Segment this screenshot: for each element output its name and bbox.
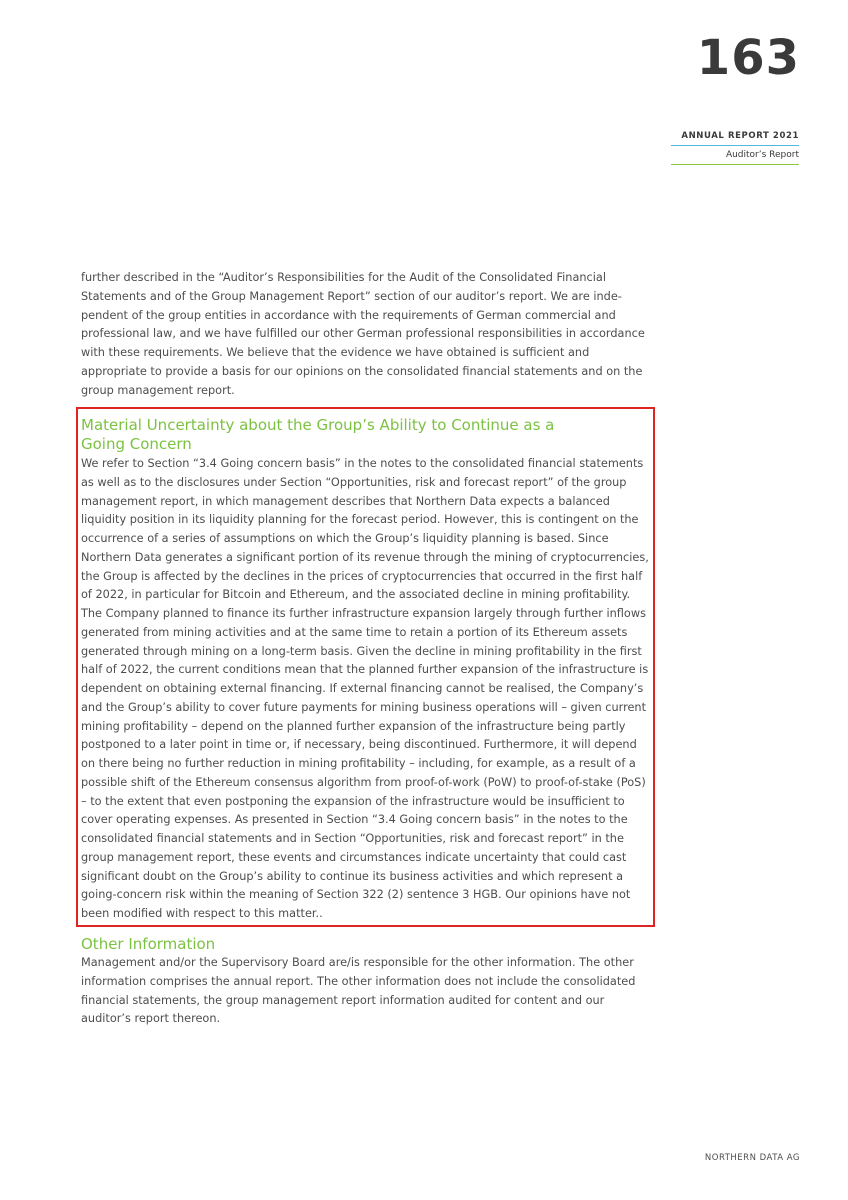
section-label: Auditor’s Report bbox=[725, 150, 799, 160]
other-information-heading: Other Information bbox=[81, 935, 216, 953]
intro-paragraph: further described in the “Auditor’s Responsibilities for the Audit of the Consolidated Financial Statements and of the Group Management Report” section of our auditor’s report. We are independent of the group entities in accordance with the requirements of German commercial and professional law, and we have fulfilled our other German professional responsibilities in accordance with these requirements. We believe that the evidence we have obtained is sufficient and appropriate to provide a basis for our opinions on the consolidated financial statements and on the group management report. bbox=[81, 271, 645, 397]
report-title: ANNUAL REPORT 2021 bbox=[681, 131, 799, 141]
footer-company-name: NORTHERN DATA AG bbox=[704, 1153, 800, 1163]
other-information-paragraph: Management and/or the Supervisory Board are/is responsible for the other information. The other information comprises the annual report. The other information does not include the consolidated financial statements, the group management report information audited for content and our auditor’s report thereon. bbox=[81, 956, 636, 1026]
material-uncertainty-heading: Material Uncertainty about the Group’s Ability to Continue as a Going Concern bbox=[81, 416, 555, 453]
report-header bbox=[671, 127, 799, 165]
material-uncertainty-paragraph: We refer to Section “3.4 Going concern basis” in the notes to the consolidated financial statements as well as to the disclosures under Section “Opportunities, risk and forecast report” of the group management report, in which management describes that Northern Data expects a balanced liquidity position in its liquidity planning for the forecast period. However, this is contingent on the occurrence of a series of assumptions on which the Group’s liquidity planning is based. Since Northern Data generates a significant portion of its revenue through the mining of cryptocurrencies, the Group is affected by the declines in the prices of cryptocurrencies that occurred in the first half of 2022, in particular for Bitcoin and Ethereum, and the associated decline in mining profitability. The Company planned to finance its further infrastructure expansion largely through further inflows generated from mining activities and at the same time to retain a portion of its Ethereum assets generated through mining on a long-term basis. Given the decline in mining profitability in the first half of 2022, the current conditions mean that the planned further expansion of the infrastructure is dependent on obtaining external financing. If external financing cannot be realised, the Company’s and the Group’s ability to cover future payments for mining business operations will – given current mining profitability – depend on the planned further expansion of the infrastructure being partly postponed to a later point in time or, if necessary, being discontinued. Furthermore, it will depend on there being no further reduction in mining profitability – including, for example, as a result of a possible shift of the Ethereum consensus algorithm from proof-of-work (PoW) to proof-of-stake (PoS) – to the extent that even postponing the expansion of the infrastructure would be insufficient to cover operating expenses. As presented in Section “3.4 Going concern basis” in the notes to the consolidated financial statements and in Section “Opportunities, risk and forecast report” in the group management report, these events and circumstances indicate uncertainty that could cast significant doubt on the Group’s ability to continue its business activities and which represent a going-concern risk within the meaning of Section 322 (2) sentence 3 HGB. Our opinions have not been modified with respect to this matter.. bbox=[81, 457, 649, 920]
page-number: 163 bbox=[696, 30, 800, 86]
header-divider-green bbox=[671, 164, 799, 165]
